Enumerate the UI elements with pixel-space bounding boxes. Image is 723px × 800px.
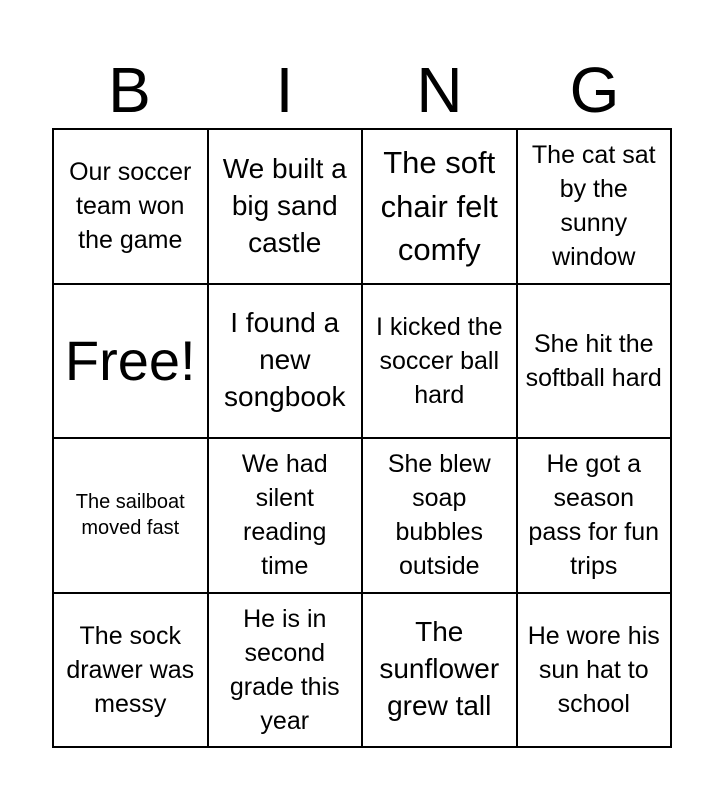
bingo-cell-text: She blew soap bubbles outside	[387, 450, 491, 581]
bingo-cell-r3c3[interactable]	[363, 439, 518, 594]
bingo-cell-r2c2[interactable]	[209, 285, 364, 440]
bingo-cell-r1c2[interactable]	[209, 130, 364, 285]
bingo-cell-text: The sailboat moved fast	[75, 491, 185, 540]
bingo-header	[52, 52, 672, 128]
bingo-cell-free[interactable]	[54, 285, 209, 440]
bingo-cell-text: The sock drawer was messy	[66, 621, 195, 718]
bingo-cell-r4c3[interactable]	[363, 594, 518, 749]
bingo-cell-text: I found a new songbook	[224, 307, 346, 413]
bingo-cell-r4c1[interactable]	[54, 594, 209, 749]
bingo-cell-text: We had silent reading time	[241, 450, 328, 581]
bingo-cell-text: She hit the softball hard	[525, 329, 662, 392]
bingo-cell-r1c1[interactable]	[54, 130, 209, 285]
bingo-cell-text: Our soccer team won the game	[69, 158, 192, 255]
bingo-cell-r3c4[interactable]	[518, 439, 673, 594]
bingo-cell-text: Free!	[64, 328, 196, 392]
bingo-cell-text: We built a big sand castle	[222, 152, 347, 258]
bingo-card-grid	[52, 128, 672, 748]
bingo-cell-r1c3[interactable]	[363, 130, 518, 285]
bingo-cell-r3c2[interactable]	[209, 439, 364, 594]
bingo-cell-r2c3[interactable]	[363, 285, 518, 440]
bingo-cell-r4c4[interactable]	[518, 594, 673, 749]
header-letter-g: G	[569, 54, 620, 126]
bingo-cell-text: He wore his sun hat to school	[527, 621, 660, 718]
bingo-cell-text: I kicked the soccer ball hard	[376, 312, 503, 409]
bingo-cell-r4c2[interactable]	[209, 594, 364, 749]
bingo-cell-text: He is in second grade this year	[229, 604, 340, 735]
bingo-cell-text: He got a season pass for fun trips	[528, 450, 660, 581]
bingo-cell-text: The cat sat by the sunny window	[531, 141, 656, 272]
header-letter-n: N	[416, 54, 463, 126]
bingo-cell-r2c4[interactable]	[518, 285, 673, 440]
bingo-cell-text: The soft chair felt comfy	[380, 145, 498, 267]
header-letter-i: I	[275, 54, 294, 126]
bingo-cell-r1c4[interactable]	[518, 130, 673, 285]
bingo-cell-text: The sunflower grew tall	[379, 616, 500, 722]
bingo-cell-r3c1[interactable]	[54, 439, 209, 594]
header-letter-b: B	[108, 54, 151, 126]
